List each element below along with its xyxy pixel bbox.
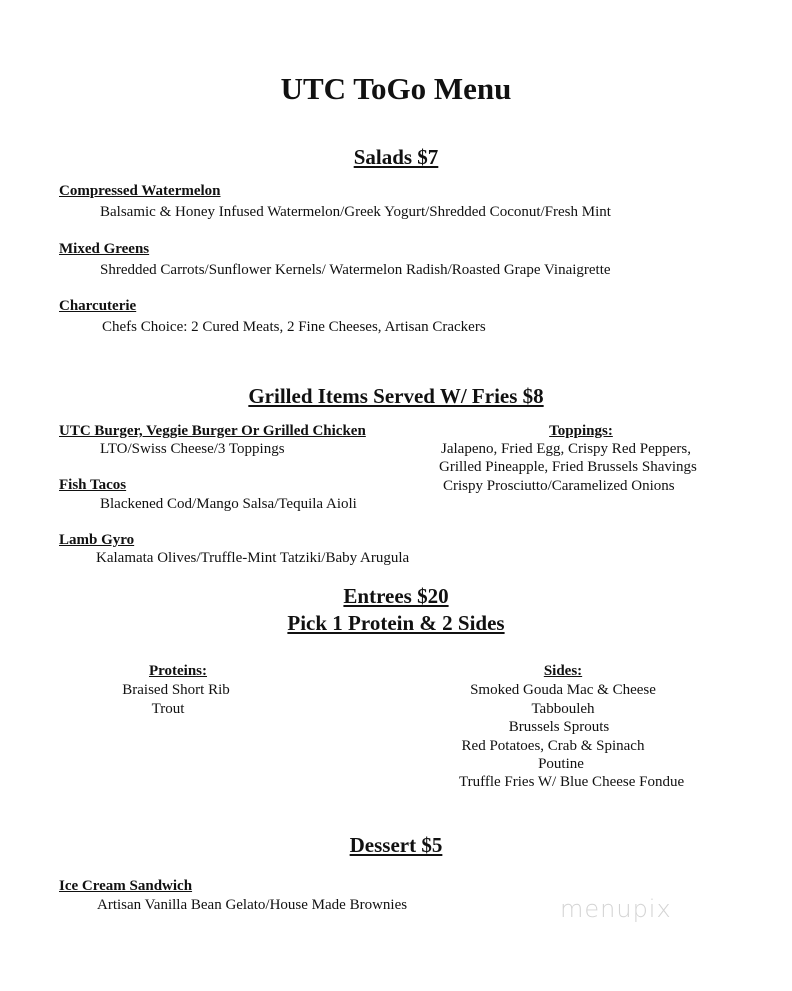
item-name: Charcuterie: [59, 298, 137, 314]
entrees-subheading: Pick 1 Protein & 2 Sides: [287, 611, 505, 635]
toppings-line: Grilled Pineapple, Fried Brussels Shavings: [439, 459, 697, 475]
item-desc: Shredded Carrots/Sunflower Kernels/ Watermelon Radish/Roasted Grape Vinaigrette: [100, 262, 611, 278]
side-item: Smoked Gouda Mac & Cheese: [470, 682, 656, 698]
side-item: Brussels Sprouts: [508, 719, 610, 735]
item-desc: Artisan Vanilla Bean Gelato/House Made Brownies: [97, 897, 408, 913]
grilled-heading: Grilled Items Served W/ Fries $8: [248, 384, 544, 408]
item-desc: Kalamata Olives/Truffle-Mint Tatziki/Baby Arugula: [96, 550, 410, 566]
item-desc: Chefs Choice: 2 Cured Meats, 2 Fine Cheeses, Artisan Crackers: [102, 319, 486, 335]
item-name: Ice Cream Sandwich: [59, 878, 193, 894]
protein-item: Braised Short Rib: [122, 682, 230, 698]
toppings-heading: Toppings:: [549, 423, 613, 439]
toppings-line: Crispy Prosciutto/Caramelized Onions: [443, 478, 675, 494]
proteins-heading: Proteins:: [148, 663, 208, 679]
toppings-line: Jalapeno, Fried Egg, Crispy Red Peppers,: [441, 441, 691, 457]
item-desc: LTO/Swiss Cheese/3 Toppings: [100, 441, 285, 457]
sides-heading: Sides:: [543, 663, 583, 679]
item-name: Mixed Greens: [59, 241, 150, 257]
side-item: Poutine: [538, 756, 584, 772]
menu-title: UTC ToGo Menu: [280, 71, 512, 106]
side-item: Truffle Fries W/ Blue Cheese Fondue: [459, 774, 685, 790]
side-item: Red Potatoes, Crab & Spinach: [461, 738, 645, 754]
item-desc: Balsamic & Honey Infused Watermelon/Greek Yogurt/Shredded Coconut/Fresh Mint: [100, 204, 611, 220]
protein-item: Trout: [151, 701, 185, 717]
salads-heading: Salads $7: [353, 145, 439, 169]
side-item: Tabbouleh: [531, 701, 595, 717]
item-name: Lamb Gyro: [59, 532, 135, 548]
item-name: Compressed Watermelon: [59, 183, 221, 199]
dessert-heading: Dessert $5: [349, 833, 443, 857]
entrees-heading: Entrees $20: [343, 584, 449, 608]
item-desc: Blackened Cod/Mango Salsa/Tequila Aioli: [100, 496, 357, 512]
item-name: Fish Tacos: [59, 477, 127, 493]
item-name: UTC Burger, Veggie Burger Or Grilled Chicken: [59, 423, 366, 439]
menupix-watermark: menupix: [560, 895, 672, 923]
